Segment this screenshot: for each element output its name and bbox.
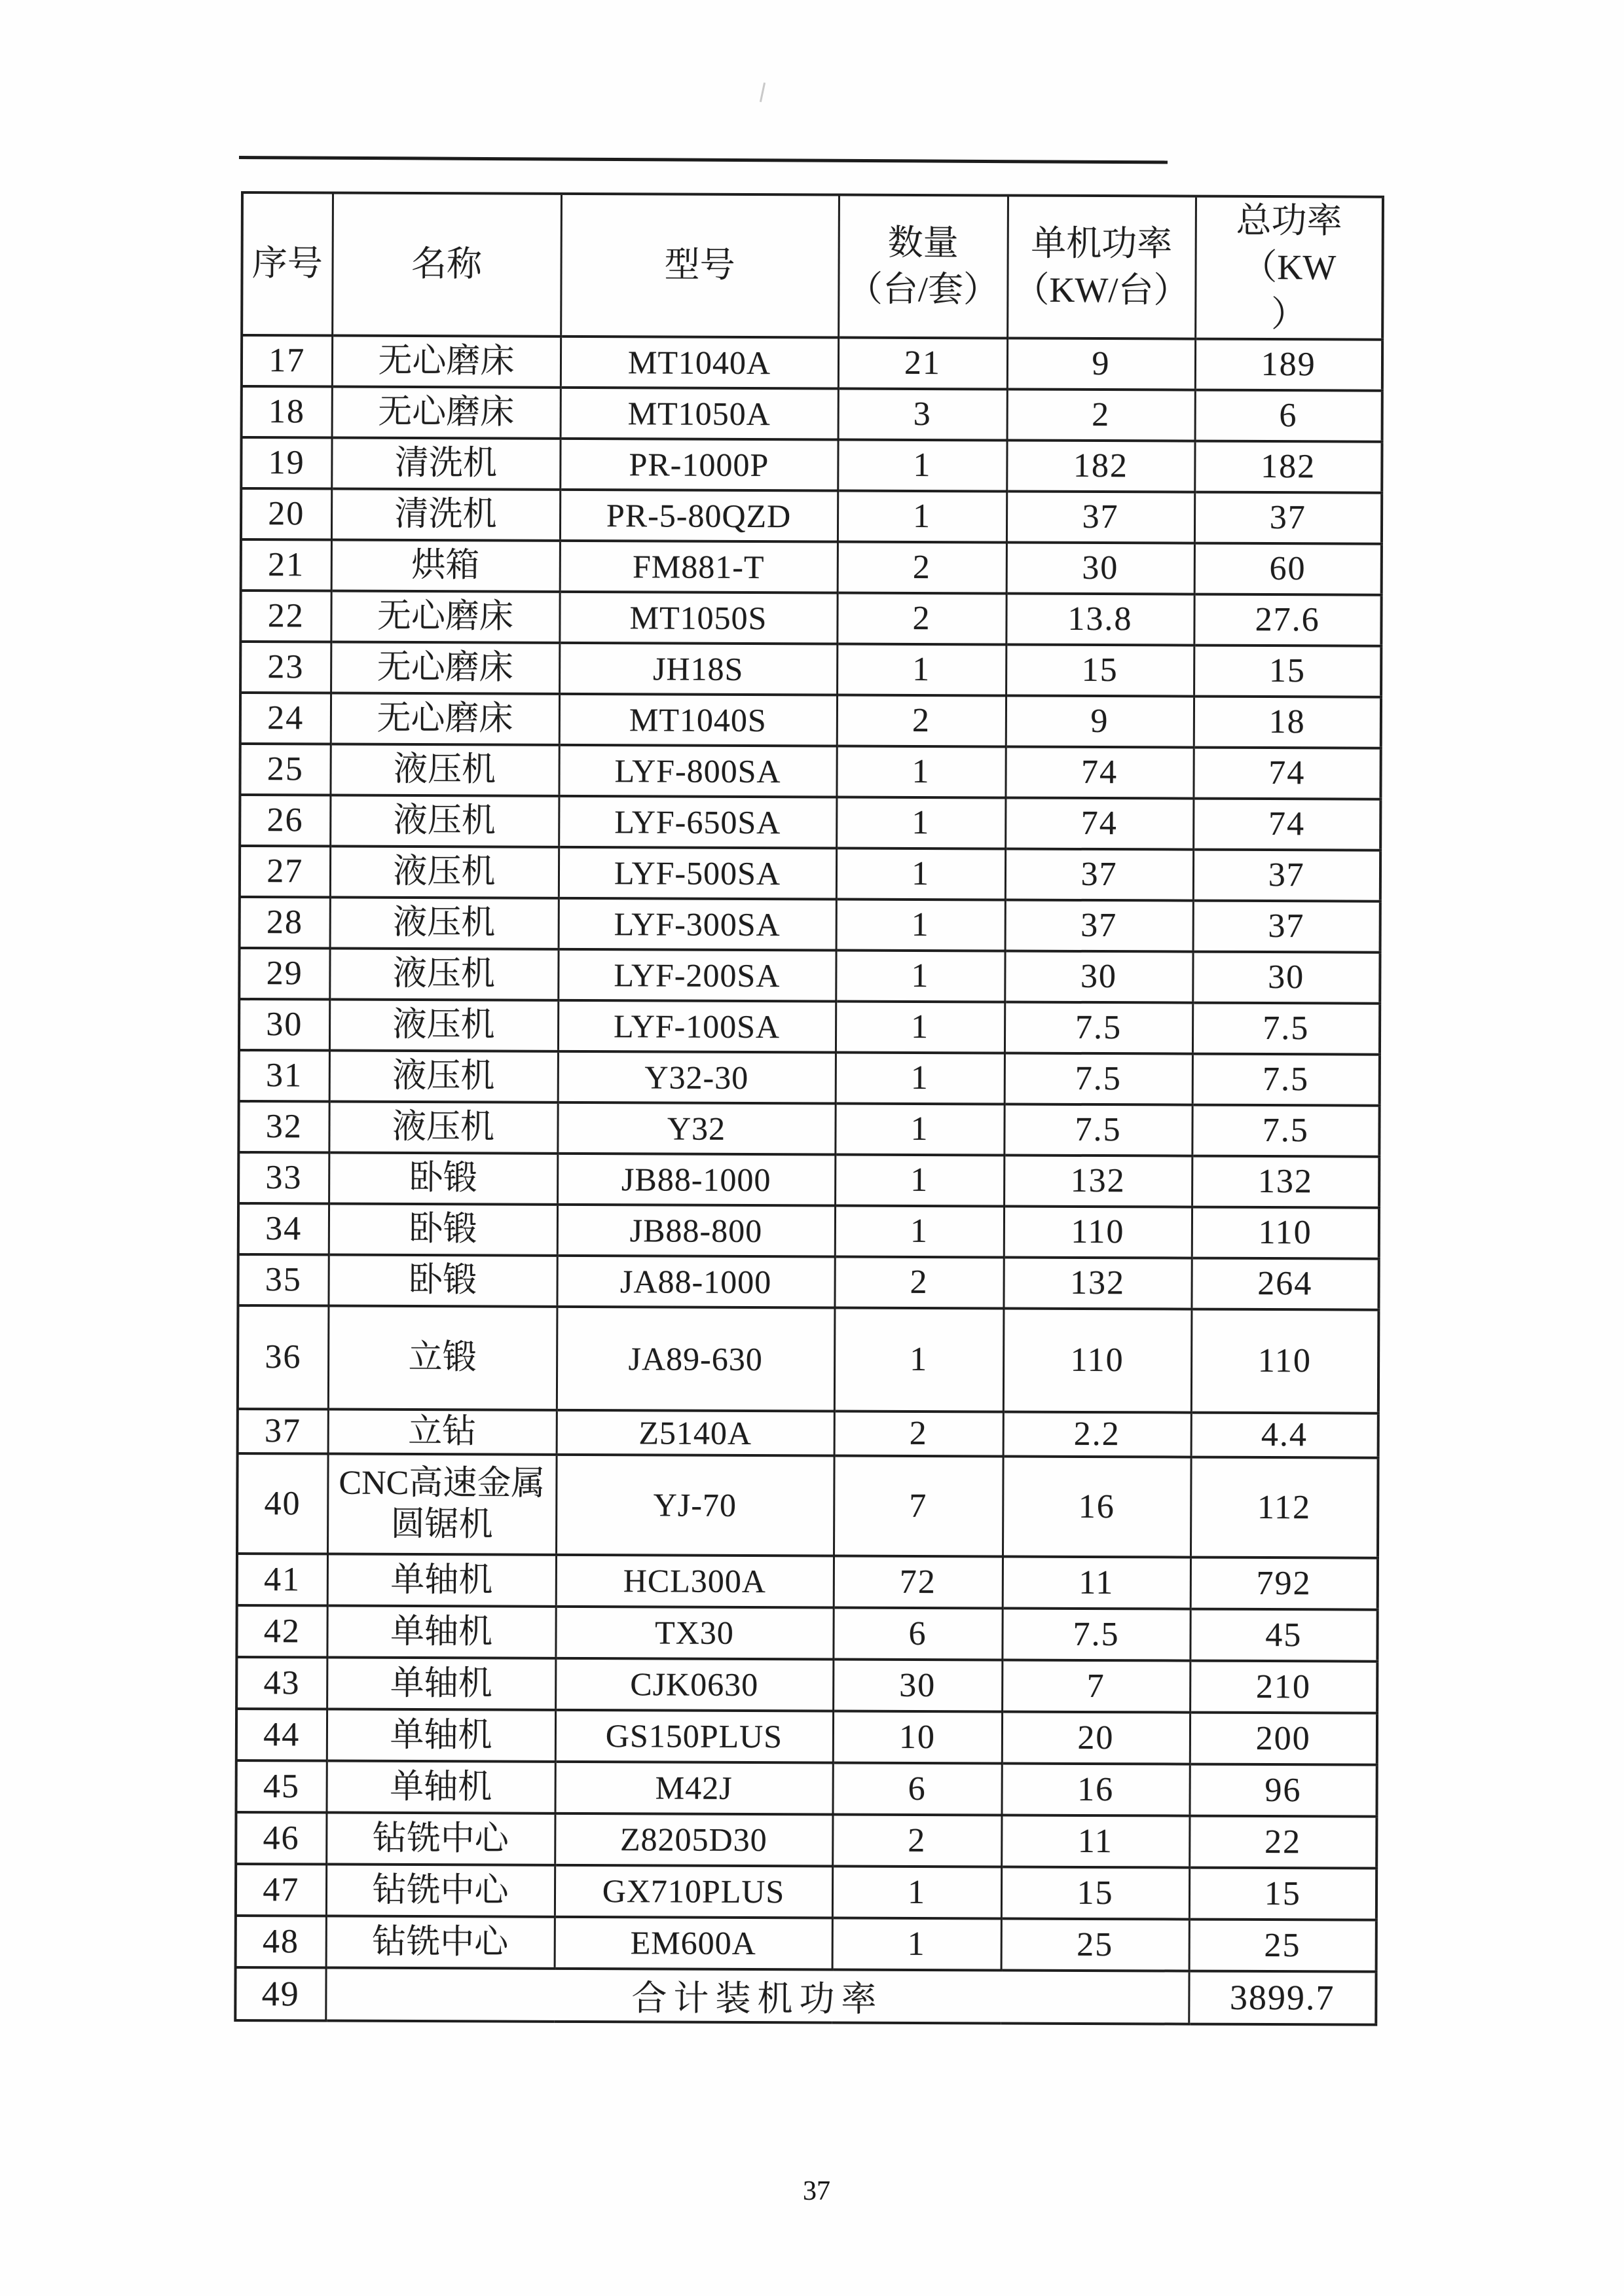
cell-name: 卧锻 (328, 1254, 557, 1306)
cell-name: 无心磨床 (332, 386, 561, 438)
cell-quantity: 1 (836, 746, 1005, 797)
cell-quantity: 1 (832, 1918, 1001, 1970)
cell-quantity: 2 (834, 1256, 1003, 1308)
cell-name: 液压机 (330, 846, 559, 898)
table-row (236, 1916, 1376, 1972)
cell-name: 清洗机 (331, 488, 560, 540)
cell-name: 立锻 (328, 1305, 557, 1410)
table-row (238, 1152, 1379, 1208)
table-header (242, 192, 1383, 339)
cell-total-power: 7.5 (1192, 1104, 1379, 1156)
cell-model: MT1050S (559, 592, 837, 644)
cell-model: LYF-650SA (559, 796, 836, 848)
cell-serial: 26 (240, 795, 330, 847)
cell-serial: 31 (239, 1050, 329, 1102)
cell-serial: 24 (240, 693, 331, 744)
header-cell-unit-power (1007, 195, 1196, 338)
cell-total-power: 4.4 (1191, 1412, 1378, 1457)
cell-total-power: 37 (1194, 492, 1382, 543)
cell-model: JA89-630 (557, 1307, 835, 1412)
cell-quantity: 1 (836, 899, 1005, 951)
cell-unit-power: 11 (1003, 1556, 1190, 1609)
table-row (238, 1203, 1379, 1259)
cell-quantity: 6 (832, 1762, 1001, 1815)
cell-unit-power: 37 (1006, 491, 1194, 543)
cell-name: 液压机 (330, 795, 559, 847)
page-header-rule (239, 156, 1168, 164)
table-row (240, 642, 1381, 697)
cell-unit-power: 25 (1001, 1918, 1189, 1971)
cell-serial: 48 (236, 1916, 326, 1968)
table-row (241, 488, 1382, 544)
cell-total-power: 15 (1189, 1867, 1376, 1920)
table-row (239, 1050, 1380, 1106)
table-row (239, 999, 1380, 1055)
cell-unit-power: 15 (1006, 644, 1194, 696)
cell-model: MT1040S (559, 694, 837, 746)
table-row (240, 795, 1380, 850)
header-cell-quantity (838, 195, 1008, 338)
table-row (238, 1254, 1378, 1310)
cell-unit-power: 2.2 (1003, 1412, 1191, 1457)
cell-total-power: 25 (1189, 1919, 1376, 1971)
cell-total-power: 37 (1193, 900, 1380, 952)
header-cell-name (332, 193, 561, 337)
cell-model: LYF-200SA (558, 949, 836, 1002)
cell-total-power: 264 (1191, 1258, 1378, 1309)
cell-unit-power: 16 (1001, 1763, 1189, 1815)
cell-unit-power: 132 (1004, 1155, 1192, 1207)
cell-unit-power: 7 (1002, 1660, 1190, 1712)
header-label: 数量 (887, 223, 959, 263)
cell-serial: 40 (237, 1453, 328, 1554)
cell-name: 无心磨床 (332, 335, 561, 387)
cell-unit-power: 110 (1003, 1308, 1192, 1412)
cell-total-power: 792 (1190, 1557, 1378, 1609)
cell-name: 单轴机 (326, 1760, 555, 1813)
cell-serial: 19 (241, 437, 331, 489)
scan-artifact-mark (760, 82, 766, 102)
header-label: 型号 (664, 245, 735, 285)
cell-name: 液压机 (330, 744, 559, 795)
cell-unit-power: 7.5 (1002, 1608, 1190, 1660)
cell-serial: 25 (240, 744, 330, 795)
cell-name: 液压机 (330, 897, 559, 949)
cell-quantity: 1 (835, 1103, 1004, 1155)
cell-quantity: 21 (838, 337, 1007, 389)
cell-unit-power: 7.5 (1005, 1002, 1192, 1053)
header-label-line2: ） (1270, 294, 1307, 334)
cell-model: CJK0630 (555, 1658, 833, 1711)
cell-model: Y32-30 (558, 1051, 836, 1104)
cell-serial: 28 (240, 897, 330, 949)
cell-unit-power: 16 (1003, 1456, 1191, 1557)
table-row (242, 386, 1382, 442)
cell-total-power: 30 (1192, 951, 1380, 1003)
cell-total-power: 132 (1192, 1156, 1379, 1207)
cell-serial: 43 (236, 1657, 327, 1709)
table-row (241, 437, 1382, 493)
cell-unit-power: 182 (1006, 440, 1194, 492)
cell-name: 卧锻 (329, 1152, 557, 1204)
cell-quantity: 2 (838, 541, 1006, 593)
cell-quantity: 1 (836, 797, 1005, 848)
cell-serial: 36 (238, 1305, 329, 1410)
cell-quantity: 1 (838, 490, 1006, 542)
cell-unit-power: 9 (1006, 695, 1194, 747)
cell-name: 钻铣中心 (326, 1864, 555, 1916)
cell-model: LYF-300SA (559, 898, 836, 951)
table-row (241, 539, 1382, 595)
cell-name: 单轴机 (327, 1605, 555, 1658)
cell-model: EM600A (555, 1917, 832, 1970)
table-row (240, 744, 1380, 799)
cell-name: 卧锻 (329, 1203, 557, 1255)
cell-serial: 35 (238, 1254, 328, 1306)
cell-quantity: 3 (838, 388, 1007, 440)
cell-unit-power: 20 (1002, 1711, 1190, 1764)
cell-total-power: 15 (1194, 645, 1381, 697)
cell-quantity: 2 (837, 695, 1006, 746)
cell-unit-power: 11 (1001, 1815, 1189, 1867)
cell-total-power: 27.6 (1194, 594, 1381, 646)
cell-name: 清洗机 (331, 437, 560, 489)
cell-serial: 27 (240, 846, 330, 898)
cell-total-power: 200 (1190, 1712, 1377, 1764)
cell-unit-power: 37 (1005, 848, 1193, 900)
cell-model: GS150PLUS (555, 1710, 833, 1763)
cell-unit-power: 110 (1004, 1206, 1192, 1258)
cell-model: Y32 (557, 1102, 835, 1155)
cell-quantity: 1 (836, 848, 1005, 900)
cell-quantity: 1 (836, 950, 1005, 1002)
cell-model: HCL300A (556, 1555, 834, 1608)
table-row (236, 1760, 1376, 1817)
cell-total-power: 110 (1191, 1309, 1379, 1413)
cell-model: M42J (555, 1762, 832, 1815)
cell-name: CNC高速金属圆锯机 (327, 1453, 557, 1554)
table-row (236, 1657, 1377, 1713)
cell-unit-power: 37 (1005, 900, 1193, 951)
table-row (238, 1305, 1379, 1413)
cell-total-power: 7.5 (1192, 1002, 1380, 1054)
cell-quantity: 72 (834, 1556, 1003, 1608)
cell-summary-label: 合计装机功率 (325, 1967, 1189, 2024)
cell-quantity: 6 (833, 1607, 1002, 1660)
cell-serial: 41 (237, 1554, 327, 1606)
cell-unit-power: 30 (1005, 951, 1192, 1002)
cell-model: MT1040A (561, 337, 838, 389)
cell-model: LYF-800SA (559, 745, 836, 797)
cell-model: YJ-70 (556, 1455, 834, 1556)
cell-serial: 34 (238, 1203, 329, 1255)
cell-serial: 29 (239, 948, 329, 1000)
header-label: 单机功率 (1031, 223, 1173, 264)
table-row (238, 1409, 1378, 1458)
cell-serial: 49 (235, 1967, 325, 2021)
table-row (240, 846, 1380, 902)
cell-total-power: 45 (1190, 1609, 1377, 1661)
cell-quantity: 2 (832, 1814, 1001, 1867)
cell-total-power: 112 (1190, 1457, 1378, 1558)
table-row (238, 1101, 1379, 1157)
cell-name: 液压机 (329, 948, 558, 1000)
summary-row (235, 1967, 1376, 2025)
cell-unit-power: 74 (1005, 746, 1193, 798)
cell-serial: 45 (236, 1760, 326, 1813)
cell-total-power: 210 (1190, 1660, 1377, 1713)
table-row (240, 693, 1381, 748)
table-row (242, 335, 1382, 391)
cell-model: JH18S (559, 643, 837, 695)
cell-model: LYF-100SA (558, 1000, 836, 1053)
table-row (237, 1554, 1378, 1610)
cell-quantity: 1 (838, 439, 1006, 491)
cell-quantity: 1 (835, 1205, 1004, 1257)
cell-quantity: 1 (836, 1052, 1005, 1104)
cell-model: Z8205D30 (555, 1813, 832, 1867)
cell-total-power: 182 (1194, 441, 1382, 492)
cell-model: PR-1000P (560, 439, 838, 491)
cell-name: 液压机 (329, 1050, 558, 1102)
cell-serial: 21 (241, 539, 331, 591)
cell-quantity: 1 (835, 1154, 1004, 1206)
cell-serial: 18 (242, 386, 332, 438)
cell-serial: 47 (236, 1864, 326, 1916)
cell-quantity: 1 (832, 1866, 1001, 1918)
header-label: 序号 (251, 244, 323, 283)
cell-serial: 32 (238, 1101, 329, 1153)
cell-total-power: 74 (1193, 747, 1380, 799)
cell-unit-power: 2 (1007, 389, 1195, 441)
cell-serial: 33 (238, 1152, 329, 1204)
page-number: 37 (803, 2176, 830, 2206)
cell-unit-power: 132 (1003, 1257, 1191, 1309)
cell-summary-total-power: 3899.7 (1189, 1971, 1376, 2024)
cell-name: 烘箱 (331, 539, 560, 591)
equipment-power-table (234, 191, 1384, 2026)
header-cell-serial (242, 192, 333, 335)
cell-model: LYF-500SA (559, 847, 836, 900)
cell-quantity: 1 (837, 644, 1006, 695)
cell-unit-power: 7.5 (1005, 1053, 1192, 1104)
cell-name: 无心磨床 (331, 591, 559, 642)
cell-total-power: 6 (1195, 390, 1382, 441)
cell-model: GX710PLUS (555, 1865, 832, 1918)
cell-serial: 30 (239, 999, 329, 1051)
cell-serial: 44 (236, 1709, 327, 1761)
cell-name: 无心磨床 (331, 693, 559, 744)
header-label-line2: （KW/台） (1014, 270, 1189, 310)
cell-unit-power: 30 (1006, 542, 1194, 594)
cell-model: FM881-T (560, 541, 838, 593)
cell-quantity: 2 (837, 592, 1006, 644)
header-cell-model (561, 194, 839, 337)
cell-name: 单轴机 (327, 1554, 556, 1606)
cell-total-power: 18 (1194, 696, 1381, 748)
cell-quantity: 2 (834, 1411, 1003, 1456)
cell-model: PR-5-80QZD (560, 490, 838, 542)
table-row (237, 1453, 1378, 1558)
cell-quantity: 1 (836, 1001, 1005, 1053)
cell-name: 单轴机 (327, 1657, 555, 1709)
cell-serial: 20 (241, 488, 331, 540)
cell-model: JB88-800 (557, 1205, 835, 1257)
cell-total-power: 74 (1193, 798, 1380, 850)
cell-name: 液压机 (329, 1101, 557, 1153)
cell-quantity: 1 (834, 1307, 1004, 1412)
table-row (236, 1709, 1377, 1765)
table-row (239, 948, 1380, 1004)
cell-unit-power: 7.5 (1004, 1104, 1192, 1156)
header-row (242, 192, 1383, 339)
header-cell-total-power (1195, 196, 1383, 340)
table-row (240, 897, 1380, 953)
cell-name: 钻铣中心 (326, 1916, 555, 1968)
cell-serial: 17 (242, 335, 332, 387)
cell-model: Z5140A (557, 1410, 834, 1456)
cell-serial: 37 (238, 1409, 328, 1454)
table-row (236, 1605, 1377, 1662)
cell-total-power: 189 (1195, 338, 1382, 390)
cell-unit-power: 15 (1001, 1867, 1189, 1919)
cell-name: 无心磨床 (331, 642, 559, 693)
cell-quantity: 30 (833, 1659, 1002, 1711)
header-label: 总功率（KW (1236, 200, 1342, 287)
cell-serial: 22 (240, 591, 331, 642)
header-label: 名称 (411, 244, 483, 284)
cell-total-power: 7.5 (1192, 1053, 1380, 1105)
cell-serial: 23 (240, 642, 331, 693)
table-row (240, 591, 1381, 646)
cell-model: JB88-1000 (557, 1154, 835, 1206)
summary-section (235, 1967, 1376, 2025)
cell-name: 立钻 (328, 1409, 557, 1454)
cell-total-power: 96 (1189, 1764, 1376, 1816)
cell-name: 液压机 (329, 999, 558, 1051)
table-row (236, 1864, 1376, 1920)
cell-name: 钻铣中心 (326, 1812, 555, 1865)
table-body (236, 335, 1383, 1972)
cell-model: TX30 (555, 1607, 833, 1660)
cell-total-power: 60 (1194, 543, 1382, 594)
cell-serial: 46 (236, 1812, 326, 1865)
cell-unit-power: 13.8 (1006, 593, 1194, 645)
cell-model: JA88-1000 (557, 1256, 834, 1308)
cell-unit-power: 9 (1007, 338, 1195, 390)
header-label-line2: （台/套） (847, 269, 999, 310)
cell-serial: 42 (236, 1605, 327, 1658)
cell-quantity: 7 (834, 1455, 1003, 1556)
cell-quantity: 10 (833, 1711, 1002, 1763)
cell-total-power: 22 (1189, 1815, 1376, 1868)
cell-unit-power: 74 (1005, 797, 1193, 849)
cell-name: 单轴机 (327, 1709, 555, 1761)
cell-total-power: 110 (1192, 1207, 1379, 1258)
table-row (236, 1812, 1376, 1868)
cell-total-power: 37 (1193, 849, 1380, 901)
cell-model: MT1050A (561, 388, 838, 440)
